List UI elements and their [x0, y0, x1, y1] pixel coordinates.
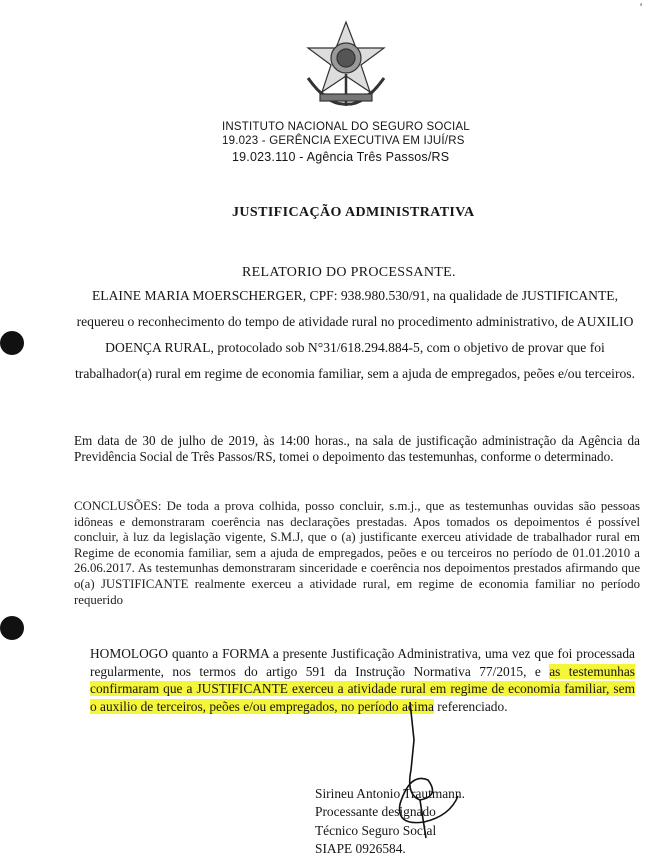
- signature-block: [315, 785, 465, 858]
- signer-siape: SIAPE 0926584.: [315, 840, 406, 856]
- corner-mark: ': [640, 0, 643, 14]
- report-subtitle: RELATORIO DO PROCESSANTE.: [242, 265, 456, 280]
- document-title: JUSTIFICAÇÃO ADMINISTRATIVA: [232, 205, 475, 220]
- session-paragraph: Em data de 30 de julho de 2019, às 14:00 horas., na sala de justificação administração da Agência da Previdência Social de Três Passos/RS, tomei o depoimento das testemunhas, conforme o determinado.: [74, 433, 640, 464]
- header-agency: 19.023.110 - Agência Três Passos/RS: [232, 150, 450, 164]
- coat-of-arms-emblem: [298, 18, 394, 110]
- intro-paragraph: ELAINE MARIA MOERSCHERGER, CPF: 938.980.530/91, na qualidade de JUSTIFICANTE, requereu o reconhecimento do tempo de atividade rural no procedimento administrativo, de AUXILIO DOENÇA RURAL, protocolado sob N°31/618.294.884-5, com o objetivo de provar que foi trabalhador(a) rural em regime de economia familiar, sem a ajuda de empregados, peões e/ou terceiros.: [75, 288, 635, 381]
- punch-hole-bottom: [0, 616, 24, 640]
- homologation-text: HOMOLOGO quanto a FORMA a presente Justificação Administrativa, uma vez que foi processada regularmente, nos termos do artigo 591 da Instrução Normativa 77/2015, e: [90, 646, 635, 679]
- signer-role: Processante designado: [315, 804, 436, 820]
- highlighted-text: as testemunhas confirmaram que a JUSTIFICANTE exerceu a atividade rural em regime de economia familiar, sem o auxilio de terceiros, peões e/ou empregados, no período acima: [90, 663, 635, 714]
- signer-position: Técnico Seguro Social: [315, 822, 437, 838]
- homologation-tail: referenciado.: [433, 698, 508, 714]
- homologation-paragraph: [90, 645, 635, 715]
- header-institute: INSTITUTO NACIONAL DO SEGURO SOCIAL: [222, 121, 470, 133]
- signer-name: Sirineu Antonio Trautmann.: [315, 786, 465, 801]
- header-executive: 19.023 - GERÊNCIA EXECUTIVA EM IJUÍ/RS: [222, 135, 465, 147]
- punch-hole-top: [0, 331, 24, 355]
- conclusions-paragraph: CONCLUSÕES: De toda a prova colhida, posso concluir, s.m.j., que as testemunhas ouvidas são pessoas idôneas e demonstraram coerência nas declarações prestadas. Apos tomados os depoimentos é possível concluir, à luz da legislação vigente, S.M.J, que o (a) justificante exerceu atividade de trabalhador rural em Regime de economia familiar, sem a ajuda de empregados, peões e ou terceiros no período de 01.01.2010 a 26.06.2017. As testemunhas demonstraram sinceridade e coerência nos depoimentos prestados afirmando que o(a) JUSTIFICANTE realmente exerceu a atividade rural, em regime de economia familiar no período requerido: [74, 499, 640, 607]
